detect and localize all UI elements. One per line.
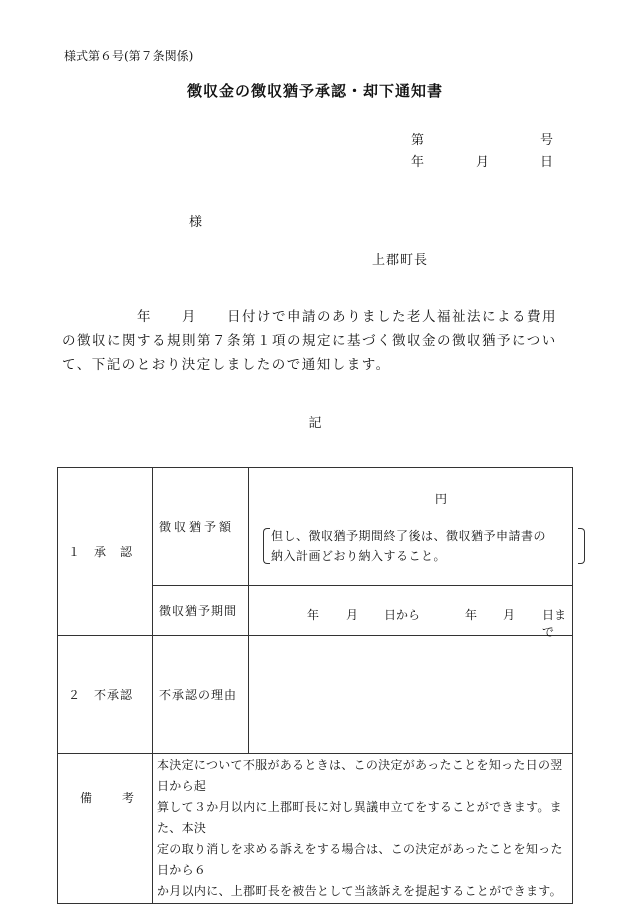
period-day-from: 日から [384,608,421,622]
period-label: 徴収猶予期間 [153,586,249,636]
amount-cell [249,468,573,586]
period-year-from: 年 [307,608,320,622]
body-line: 年 月 日付けで申請のありました老人福祉法による費用 [62,309,557,325]
period-month-from: 月 [346,608,359,622]
period-month-to: 月 [503,608,516,622]
remarks-text [153,754,573,904]
remarks-label-right: 考 [122,791,135,805]
amount-label-text: 徴収猶予額 [159,520,235,534]
issuer-name: 上郡町長 [372,253,429,268]
period-year-to: 年 [465,608,478,622]
body-paragraph [62,305,562,377]
remarks-label-left: 備 [80,791,93,805]
addressee-suffix: 様 [189,215,203,230]
date-year: 年 [411,155,425,170]
note-line: 但し、徴収猶予期間終了後は、徴収猶予申請書の [271,529,547,543]
period-day-to: 日まで [542,608,567,639]
ref-go: 号 [540,133,554,148]
yen-unit: 円 [435,492,448,506]
remarks-line: か月以内に、上郡町長を被告として当該訴えを提起することができます。 [157,884,562,898]
approval-label: １ 承 認 [58,468,153,636]
date-day: 日 [540,155,554,170]
remarks-line: 定の取り消しを求める訴えをする場合は、この決定があったことを知った日から６ [157,842,563,877]
remarks-line: 本決定について不服があるときは、この決定があったことを知った日の翌日から起 [157,758,563,793]
rejection-reason-cell [249,636,573,754]
ki-heading: 記 [308,416,322,431]
form-number: 様式第６号(第７条関係) [64,49,194,63]
body-line: の徴収に関する規則第７条第１項の規定に基づく徴収金の徴収猶予につい [62,333,557,349]
proviso-note [263,526,573,566]
note-line: 納入計画どおり納入すること。 [271,549,447,563]
period-cell [249,586,573,639]
rejection-label: ２ 不承認 [58,636,153,754]
decision-table [57,467,573,904]
date-month: 月 [476,155,490,170]
remarks-line: 算して３か月以内に上郡町長に対し異議申立てをすることができます。また、本決 [157,800,562,835]
document-title: 徴収金の徴収猶予承認・却下通知書 [186,82,443,100]
remarks-label [58,754,153,904]
body-line: て、下記のとおり決定しましたので通知します。 [62,357,391,373]
rejection-reason-label: 不承認の理由 [153,636,249,754]
amount-label [153,468,249,586]
ref-dai: 第 [411,133,425,148]
